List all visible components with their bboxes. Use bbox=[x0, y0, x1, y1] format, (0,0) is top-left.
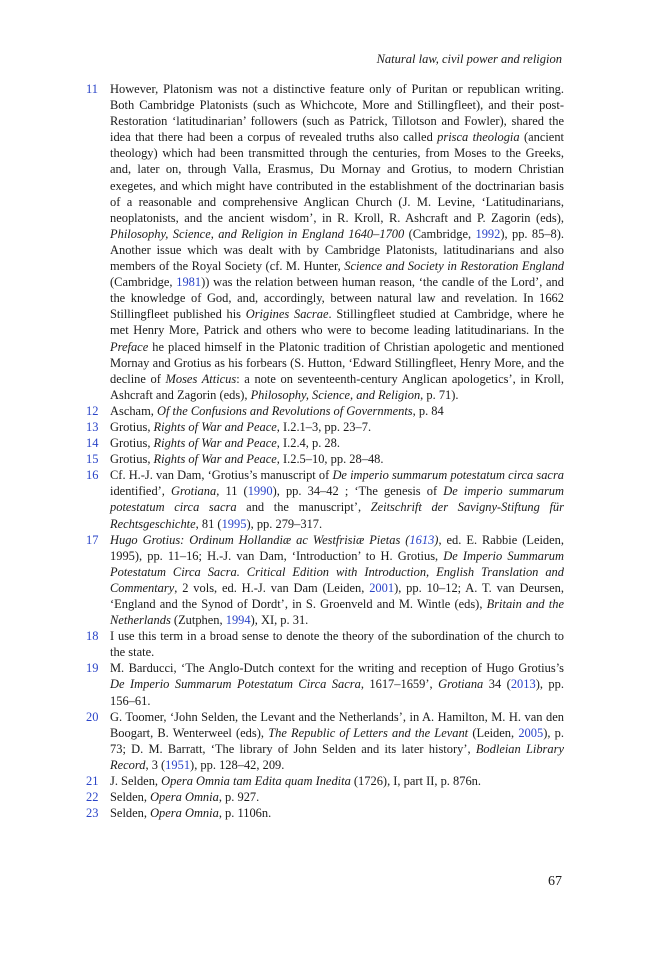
italic-title: Rights of War and Peace bbox=[153, 436, 277, 451]
note-text-run: . Stillingfleet studied at Cambridge, where he met Henry More, Patrick and others who were to become leading latitudinarians. In the bbox=[110, 307, 564, 338]
note-text-run: , p. 927. bbox=[218, 790, 260, 805]
endnote-number-link[interactable]: 17 bbox=[86, 532, 99, 547]
endnotes-list bbox=[86, 81, 564, 821]
note-text-run: (Leiden, bbox=[468, 725, 519, 740]
note-text-run: , p. 1106n. bbox=[218, 806, 272, 821]
citation-year-link[interactable]: 2001 bbox=[369, 580, 395, 595]
endnote-text bbox=[110, 774, 481, 788]
endnote-18 bbox=[86, 628, 564, 660]
note-text-run: Selden, bbox=[110, 806, 151, 821]
endnote-22 bbox=[86, 789, 564, 805]
italic-title: Philosophy, Science, and Religion in England 1640–1700 bbox=[110, 226, 405, 241]
italic-title: Opera Omnia bbox=[150, 790, 219, 805]
note-text-run: 34 ( bbox=[483, 677, 511, 692]
note-text-run: Selden, bbox=[110, 790, 151, 805]
endnote-15 bbox=[86, 451, 564, 467]
endnote-number-link[interactable]: 23 bbox=[86, 806, 99, 821]
italic-title: De Imperio Summarum Potestatum Circa Sacra. Critical Edition with Introduction, English Translation and Commentary bbox=[110, 548, 564, 595]
note-text-run: J. Selden, bbox=[110, 774, 162, 789]
note-text-run: , ed. E. Rabbie (Leiden, 1995), pp. 11–16; H.-J. van Dam, ‘Introduction’ to H. Grotius, bbox=[110, 532, 564, 563]
note-text-run: Grotius, bbox=[110, 452, 154, 467]
note-text-run: Cf. H.-J. van Dam, ‘Grotius’s manuscript of bbox=[110, 468, 333, 483]
endnote-text bbox=[110, 82, 564, 402]
italic-title: Hugo Grotius: Ordinum Hollandiæ ac Westfrisiæ Pietas ( bbox=[110, 532, 410, 547]
endnote-number-link[interactable]: 21 bbox=[86, 774, 99, 789]
italic-title: The Republic of Letters and the Levant bbox=[268, 725, 469, 740]
citation-year-link[interactable]: 1951 bbox=[165, 757, 191, 772]
italic-title: De Imperio Summarum Potestatum Circa Sacra bbox=[110, 677, 361, 692]
running-head: Natural law, civil power and religion bbox=[376, 52, 562, 66]
note-text-run: ), pp. 34–42 ; ‘The genesis of bbox=[272, 484, 444, 499]
endnote-16 bbox=[86, 467, 564, 531]
note-text-run: , 3 ( bbox=[145, 757, 166, 772]
citation-year-link[interactable]: 1992 bbox=[475, 226, 501, 241]
note-text-run: : a note on seventeenth-century Anglican apologetics’, in Kroll, Ashcraft and Zagorin (eds), bbox=[110, 371, 564, 402]
endnote-text bbox=[110, 790, 259, 804]
note-text-run: ), p. 73; D. M. Barratt, ‘The library of John Selden and its later history’, bbox=[110, 725, 564, 756]
endnote-text bbox=[110, 710, 564, 772]
note-text-run: , 2 vols, ed. H.-J. van Dam (Leiden, bbox=[174, 580, 370, 595]
italic-title: De imperio summarum potestatum circa sacra bbox=[110, 484, 564, 515]
endnote-text bbox=[110, 436, 340, 450]
endnote-text bbox=[110, 420, 371, 434]
note-text-run: ), pp. 10–12; A. T. van Deursen, ‘England and the Synod of Dordt’, in S. Groenveld and M. Wintle (eds), bbox=[110, 580, 564, 611]
note-text-run: (Cambridge, bbox=[110, 275, 177, 290]
note-text-run: (Cambridge, bbox=[404, 226, 476, 241]
endnote-text bbox=[110, 661, 564, 707]
note-text-run: , 11 ( bbox=[216, 484, 248, 499]
endnote-number-link[interactable]: 12 bbox=[86, 403, 99, 418]
italic-title: Preface bbox=[110, 339, 149, 354]
citation-year-link[interactable]: 1613 bbox=[409, 532, 435, 547]
endnote-number-link[interactable]: 16 bbox=[86, 468, 99, 483]
note-text-run: ), XI, p. 31. bbox=[250, 613, 309, 628]
italic-title: Opera Omnia bbox=[150, 806, 219, 821]
citation-year-link[interactable]: 2013 bbox=[510, 677, 536, 692]
endnote-13 bbox=[86, 419, 564, 435]
note-text-run: (ancient theology) which had been transmitted through the centuries, from Moses to the Greeks, and, later on, through Valla, Erasmus, Du Mornay and Grotius, to modern Christian exegetes, and which might have contributed in the establishment of the doctrinarian basis of a reasonable and comprehensive Anglican Church (J. M. Levine, ‘Latitudinarians, neoplatonists, and the ancient wisdom’, in R. Kroll, R. Ashcraft and P. Zagorin (eds), bbox=[110, 130, 565, 225]
note-text-run: (Zutphen, bbox=[170, 613, 226, 628]
endnote-number-link[interactable]: 18 bbox=[86, 629, 99, 644]
italic-title: Science and Society in Restoration England bbox=[344, 259, 565, 274]
note-text-run: ), pp. 85–8). Another issue which was dealt with by Cambridge Platonists, latitudinarians and also members of the Royal Society (cf. M. Hunter, bbox=[110, 226, 565, 274]
endnote-number-link[interactable]: 22 bbox=[86, 790, 99, 805]
note-text-run: (1726), I, part II, p. 876n. bbox=[350, 774, 482, 789]
note-text-run: Grotius, bbox=[110, 419, 154, 434]
italic-title: Rights of War and Peace bbox=[153, 419, 277, 434]
endnote-number-link[interactable]: 15 bbox=[86, 452, 99, 467]
endnote-21 bbox=[86, 773, 564, 789]
italic-title: Opera Omnia tam Edita quam Inedita bbox=[161, 774, 351, 789]
endnote-17 bbox=[86, 532, 564, 629]
note-text-run: However, Platonism was not a distinctive feature only of Puritan or republican writing. Both Cambridge Platonists (such as Whichcote, More and Stillingfleet), and their post-Restoration ‘latitudinarian’ followers (such as Patrick, Tillotson and Fowler), shared the idea that there had been a corpus of revealed truths also called bbox=[110, 82, 564, 145]
italic-title: ) bbox=[434, 532, 439, 547]
italic-title: Grotiana bbox=[171, 484, 217, 499]
note-text-run: , 81 ( bbox=[195, 516, 222, 531]
endnote-text bbox=[110, 533, 564, 627]
italic-title: prisca theologia bbox=[437, 130, 520, 145]
italic-title: Britain and the Netherlands bbox=[110, 597, 564, 628]
endnote-19 bbox=[86, 660, 564, 708]
citation-year-link[interactable]: 1981 bbox=[176, 275, 202, 290]
italic-title: Bodleian Library Record bbox=[110, 741, 564, 772]
endnote-14 bbox=[86, 435, 564, 451]
note-text-run: , I.2.5–10, pp. 28–48. bbox=[276, 452, 384, 467]
endnote-number-link[interactable]: 13 bbox=[86, 419, 99, 434]
note-text-run: , p. 84 bbox=[412, 403, 444, 418]
endnote-12 bbox=[86, 403, 564, 419]
note-text-run: M. Barducci, ‘The Anglo-Dutch context for the writing and reception of Hugo Grotius’s bbox=[110, 661, 564, 676]
endnote-text bbox=[110, 452, 384, 466]
note-text-run: , I.2.1–3, pp. 23–7. bbox=[276, 419, 372, 434]
note-text-run: I use this term in a broad sense to denote the theory of the subordination of the church to the state. bbox=[110, 629, 564, 660]
note-text-run: ), pp. 156–61. bbox=[110, 677, 564, 708]
italic-title: Origines Sacrae bbox=[245, 307, 329, 322]
note-text-run: Grotius, bbox=[110, 436, 154, 451]
italic-title: Philosophy, Science, and Religion bbox=[250, 387, 421, 402]
note-text-run: )) was the relation between human reason, ‘the candle of the Lord’, and the knowledge of God, and, accordingly, between natural law and revelation. In 1662 Stillingfleet published his bbox=[110, 275, 564, 322]
italic-title: Zeitschrift der Savigny-Stiftung für Rechtsgeschichte bbox=[110, 500, 564, 531]
endnote-text bbox=[110, 468, 564, 530]
endnote-text bbox=[110, 404, 444, 418]
page-number: 67 bbox=[548, 874, 562, 889]
endnote-number-link[interactable]: 14 bbox=[86, 436, 99, 451]
citation-year-link[interactable]: 1990 bbox=[247, 484, 273, 499]
endnote-number-link[interactable]: 20 bbox=[86, 709, 99, 724]
endnote-text bbox=[110, 806, 271, 820]
endnote-23 bbox=[86, 805, 564, 821]
note-text-run: Ascham, bbox=[110, 403, 157, 418]
citation-year-link[interactable]: 1995 bbox=[221, 516, 247, 531]
endnote-text bbox=[110, 629, 564, 659]
note-text-run: ), pp. 279–317. bbox=[246, 516, 323, 531]
endnote-11 bbox=[86, 81, 564, 403]
endnote-20 bbox=[86, 709, 564, 773]
note-text-run: G. Toomer, ‘John Selden, the Levant and the Netherlands’, in A. Hamilton, M. H. van den Boogart, B. Wenterweel (eds), bbox=[110, 709, 564, 740]
endnote-number-link[interactable]: 19 bbox=[86, 661, 99, 676]
citation-year-link[interactable]: 2005 bbox=[518, 725, 544, 740]
note-text-run: identified’, bbox=[110, 484, 172, 499]
note-text-run: ), pp. 128–42, 209. bbox=[190, 757, 285, 772]
italic-title: Moses Atticus bbox=[165, 371, 237, 386]
note-text-run: he placed himself in the Platonic tradition of Christian apologetic and mentioned Mornay and Grotius as his forbears (S. Hutton, ‘Edward Stillingfleet, Henry More, and the decline of bbox=[110, 339, 564, 386]
italic-title: Grotiana bbox=[438, 677, 484, 692]
note-text-run: , I.2.4, p. 28. bbox=[276, 436, 340, 451]
endnote-number-link[interactable]: 11 bbox=[86, 82, 98, 96]
note-text-run: , p. 71). bbox=[420, 387, 459, 402]
italic-title: Rights of War and Peace bbox=[153, 452, 277, 467]
note-text-run: and the manuscript’, bbox=[236, 500, 371, 515]
italic-title: De imperio summarum potestatum circa sacra bbox=[332, 468, 564, 483]
note-text-run: , 1617–1659’, bbox=[360, 677, 439, 692]
citation-year-link[interactable]: 1994 bbox=[225, 613, 251, 628]
italic-title: Of the Confusions and Revolutions of Governments bbox=[156, 403, 413, 418]
